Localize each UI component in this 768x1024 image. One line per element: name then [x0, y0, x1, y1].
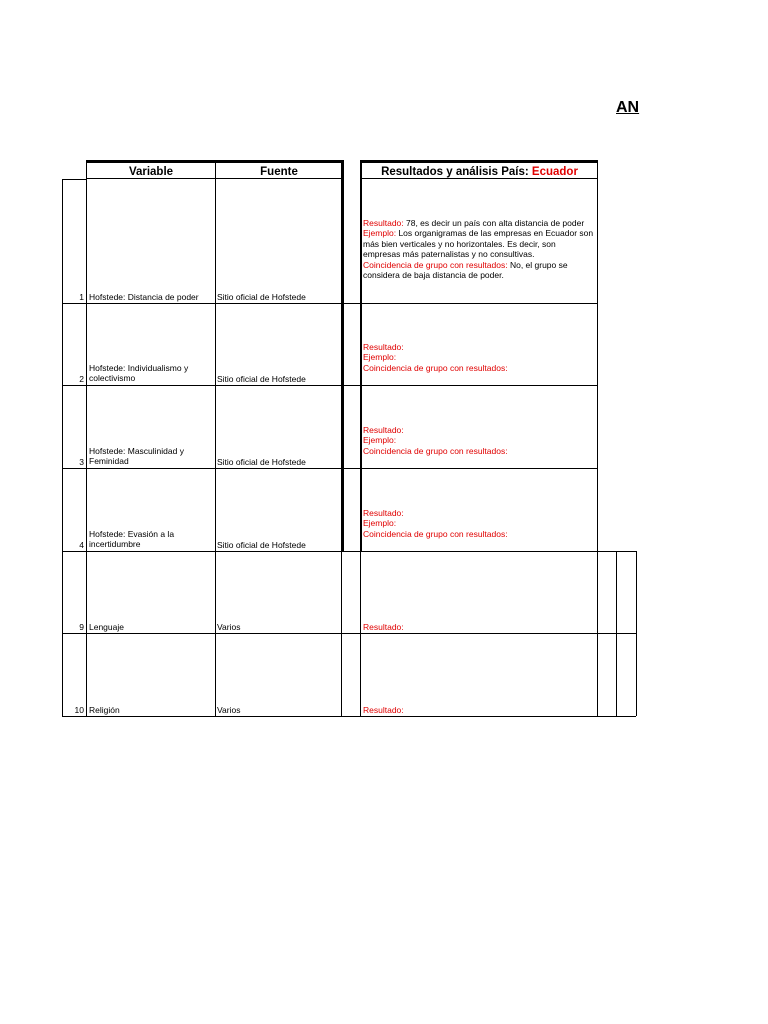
ejemplo-label: Ejemplo:: [363, 228, 397, 239]
row-number: 3: [79, 457, 84, 467]
fuente-cell: Varios: [217, 622, 241, 632]
resultado-text: 78, es decir un país con alta distancia de poder: [403, 218, 585, 228]
resultado-label: Resultado:: [363, 218, 404, 228]
fuente-cell: Sitio oficial de Hofstede: [217, 374, 306, 384]
fuente-cell: Sitio oficial de Hofstede: [217, 540, 306, 550]
resultados-cell: [363, 508, 595, 539]
row-number: 9: [79, 622, 84, 632]
resultado-label: Resultado:: [363, 705, 404, 715]
coincidencia-label: Coincidencia de grupo con resultados:: [363, 259, 508, 270]
row-number: 10: [74, 705, 84, 715]
fuente-cell: Sitio oficial de Hofstede: [217, 457, 306, 467]
coincidencia-label: Coincidencia de grupo con resultados:: [363, 362, 508, 373]
resultado-label: Resultado:: [363, 425, 404, 435]
resultado-label: Resultado:: [363, 508, 404, 518]
variable-cell: Lenguaje: [89, 622, 124, 632]
variable-cell: Hofstede: Individualismo y colectivismo: [89, 363, 189, 383]
coincidencia-label: Coincidencia de grupo con resultados:: [363, 528, 508, 539]
fuente-cell: Sitio oficial de Hofstede: [217, 292, 306, 302]
variable-cell: Hofstede: Evasión a la incertidumbre: [89, 529, 175, 549]
row-number: 2: [79, 374, 84, 384]
ejemplo-label: Ejemplo:: [363, 435, 397, 446]
coincidencia-label: Coincidencia de grupo con resultados:: [363, 445, 508, 456]
row-number: 4: [79, 540, 84, 550]
header-resultados-label: Resultados y análisis País:: [381, 166, 532, 178]
row-number: 1: [79, 292, 84, 302]
document-title: AN: [616, 99, 640, 116]
ejemplo-label: Ejemplo:: [363, 518, 397, 529]
coincidencia-text: No, el grupo se considera de baja distancia de poder.: [363, 259, 568, 281]
fuente-cell: Varios: [217, 705, 241, 715]
header-resultados: [361, 160, 598, 179]
resultados-cell: [363, 705, 595, 715]
ejemplo-text: Los organigramas de las empresas en Ecuador son más bien verticales y no horizontales. Es decir, son empresas más paternalistas y no consultivas.: [363, 228, 594, 260]
resultados-cell: [363, 425, 595, 456]
variable-cell: Hofstede: Distancia de poder: [89, 292, 199, 302]
variable-cell: Religión: [89, 705, 120, 715]
resultados-cell: [363, 622, 595, 632]
resultado-label: Resultado:: [363, 342, 404, 352]
resultados-cell: [363, 218, 595, 280]
resultados-cell: [363, 342, 595, 373]
header-fuente: Fuente: [216, 160, 342, 179]
variable-cell: Hofstede: Masculinidad y Feminidad: [89, 446, 184, 466]
resultado-label: Resultado:: [363, 622, 404, 632]
header-variable: Variable: [86, 160, 216, 179]
header-pais: Ecuador: [531, 166, 578, 178]
ejemplo-label: Ejemplo:: [363, 352, 397, 363]
